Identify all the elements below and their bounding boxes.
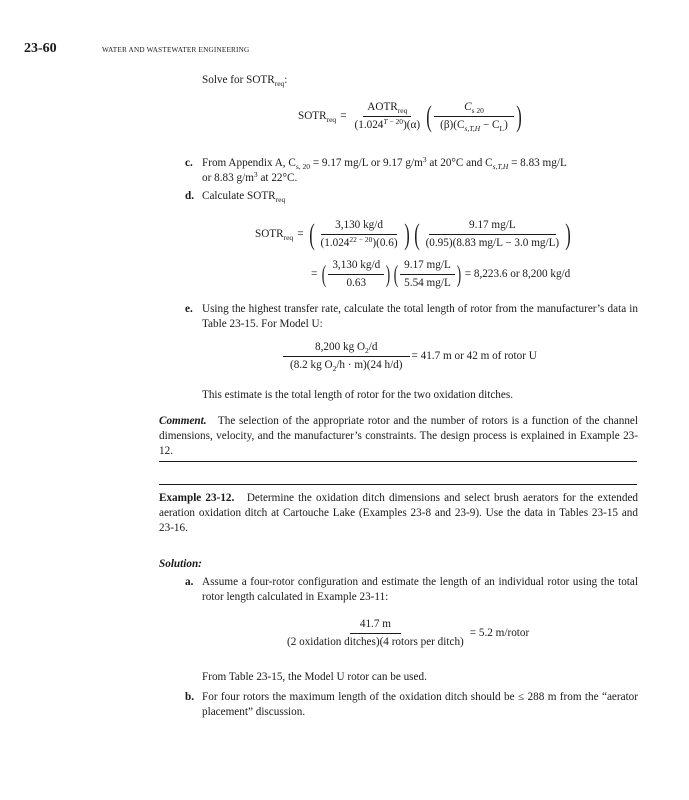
item-a-text: Assume a four-rotor configuration and estimate the length of an individual rotor using the total rotor length calculated in Example 23-11: [202,576,638,604]
running-title: WATER AND WASTEWATER ENGINEERING [102,46,250,54]
eq1-lhs: $SOTR_{req}$ [298,110,337,124]
item-d-text: Calculate $SOTR_{req}$ [202,190,286,204]
example-label: Example 23-12. [159,492,235,504]
eq3-result: = 41.7 m or 42 m of rotor U [411,350,537,363]
equation-rotor-length [283,340,537,373]
equation-sotr-calc-2: = ( $\frac{3,130 kg/d}{0.63}$ ) ( $\frac{9.17 mg/L}{5.54 mg/L}$ ) = 8,223.6 or 8,200 kg/d [307,258,570,291]
comment-label: Comment. [159,415,207,427]
solve-sub: req [274,78,285,88]
section-rule-top [159,461,637,462]
eq2-row2-fraction-2: $\frac{9.17 mg/L}{5.54 mg/L}$ [400,258,455,291]
equation-sotr-req: $SOTR_{req}$ = $\frac{AOTR_{req}}{(1.024^{T - 20})(\alpha)}$ ( $\frac{C_{s 20}}{(\beta)(C_{s,T,H} - C_L)}$ ) [298,99,522,133]
example-text: Determine the oxidation ditch dimensions and select brush aerators for the extended aeration oxidation ditch at Cartouche Lake (Examples 23-8 and 23-9). Use the data in Tables 23-15 and 23-16. [159,492,639,535]
solve-line: Solve for $SOTR_{req}$: [202,74,288,88]
table-note: From Table 23-15, the Model U rotor can be used. [202,671,427,683]
solution-label: Solution: [159,558,202,570]
eq2-fraction-2: $\frac{9.17 mg/L}{(0.95)(8.83 mg/L - 3.0 mg/L)}$ [425,219,560,250]
eq2-fraction-1: $\frac{3,130 kg/d}{(1.024^{22 - 20})(0.6)}$ [320,219,398,250]
eq4-result: = 5.2 m/rotor [469,627,530,640]
item-c-label: c. [185,157,193,169]
item-c-text: From Appendix A, $C_{s, 20} = 9.17$ mg/L or 9.17 $g/m^3$ at 20°C and $C_{s,T,H} = 8.83$ mg/L or 8.83 $g/m^3$ at 22°C. [202,155,567,185]
eq2-lhs: $SOTR_{req}$ [255,228,294,242]
solve-text: Solve for SOTR [202,74,275,86]
example-paragraph [159,491,638,536]
eq1-fraction-1: $\frac{AOTR_{req}}{(1.024^{T - 20})(\alpha)}$ [354,101,421,132]
item-a-label: a. [185,576,194,588]
item-b-label: b. [185,691,195,703]
section-rule-example [159,484,637,485]
page-number: 23-60 [24,41,57,56]
equation-rotor-per-ditch [283,617,529,650]
estimate-text: This estimate is the total length of rotor for the two oxidation ditches. [202,389,514,401]
eq4-fraction: $\frac{41.7 m}{\text{(2 oxidation ditches)(4 rotors per ditch)}}$ [287,618,464,649]
eq2-row2-fraction-1: $\frac{3,130 kg/d}{0.63}$ [328,258,384,291]
item-e-label: e. [185,303,193,315]
equation-sotr-calc-1: $SOTR_{req}$ = ( $\frac{3,130 kg/d}{(1.024^{22 - 20})(0.6)}$ ) ( $\frac{9.17 mg/L}{(0.95)(8.83 mg/L - 3.0 mg/L)}$ ) [255,217,571,251]
eq3-fraction: $\frac{8,200 kg O_2/d}{(8.2 kg O_2/h \cdot m)(24 h/d)}$ [283,340,410,373]
item-e-text: Using the highest transfer rate, calculate the total length of rotor from the manufacturer’s data in Table 23-15. For Model U: [202,303,638,331]
item-b-text: For four rotors the maximum length of the oxidation ditch should be ≤ 288 m from the “aerator placement” discussion. [202,691,638,719]
item-d-label: d. [185,190,195,202]
comment-text: The selection of the appropriate rotor and the number of rotors is a function of the channel dimensions, velocity, and the manufacturer’s constraints. The design process is explained in Example 23-12. [159,415,638,458]
eq2-result: = 8,223.6 or 8,200 kg/d [464,268,571,281]
comment-paragraph [159,414,638,459]
eq1-fraction-2: $\frac{C_{s 20}}{(\beta)(C_{s,T,H} - C_L)}$ [434,100,514,133]
